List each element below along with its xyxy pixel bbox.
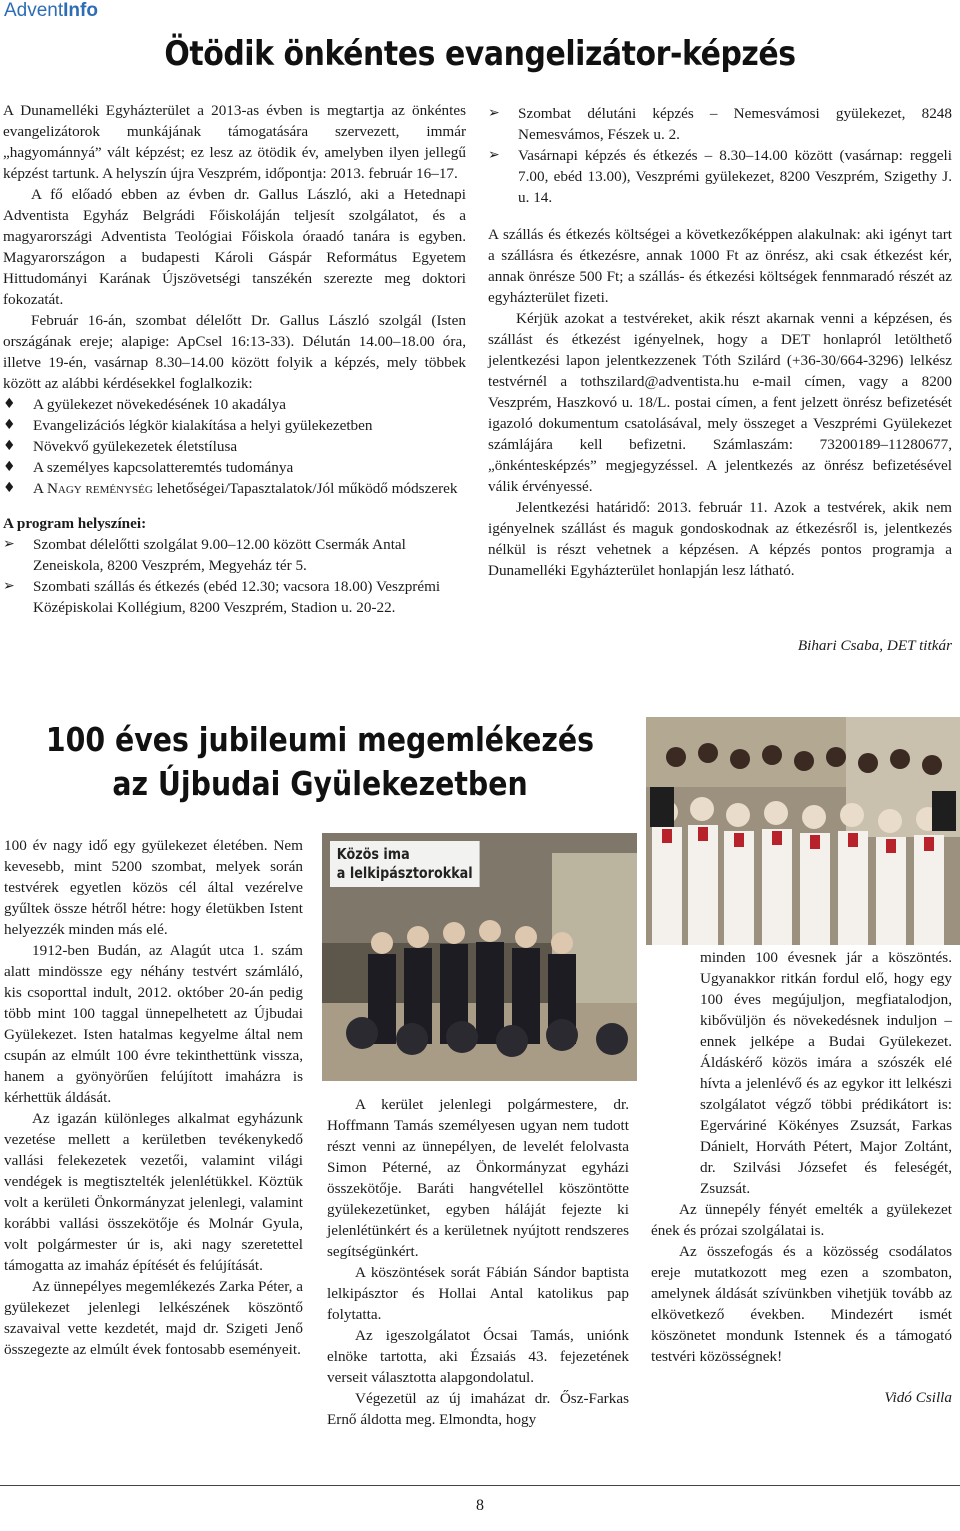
- intro-paragraph: A Dunamelléki Egyházterület a 2013-as évben is megtartja az önkéntes evangelizátorok munkájának támogatására szervezett, immár „hagyománnyá” vált képzést; ez lesz az ötödik év, amelyben ilyen jellegű képzést tartunk. A helyszín újra Veszprém, időpontja: 2013. február 16–17.: [3, 102, 466, 182]
- article2-column-1: [4, 835, 303, 1360]
- choir-photo: [646, 717, 960, 945]
- article2-paragraph: 1912-ben Budán, az Alagút utca 1. szám alatt mindössze egy néhány testvért számláló, kis csoporttal indult, 2012. október 20-án pedig több mint 100 taggal ünnepelhetett az Újbudai Gyülekezet. Isten hatalmas kegyelme által nem csupán az elmúlt 100 évre tekinthettünk vissza, hanem a gyönyörűen felújított imaházra is kérhettük áldását.: [4, 942, 303, 1106]
- arrowhead-bullet-icon: ➢: [488, 147, 500, 163]
- article2-signature: Vidó Csilla: [884, 1389, 952, 1406]
- costs-paragraph: A szállás és étkezés költségei a következőképpen alakulnak: aki igényt tart a szállásra és étkezésre, annak 1000 Ft az önrész, aki csak étkezést kér, annak önrésze 500 Ft; a szállás- és étkezési költségek fennmaradó részét az egyházterület fizeti.: [488, 226, 952, 306]
- photo-caption: Közös ima a lelkipásztorokkal: [330, 841, 479, 887]
- article2-paragraph: A kerület jelenlegi polgármestere, dr. Hoffmann Tamás személyesen ugyan nem tudott részt venni az ünnepélyen, de levelét felolvasta Simon Péterné, az Önkormányzat egyházi összekötője. Baráti hangvétellel köszöntötte gyülekezetünket, egyben háláját fejezte ki jelenlétünkért és a kerületnek nyújtott rendszeres segítségünkért.: [327, 1096, 629, 1260]
- article2-paragraph: Az igeszolgálatot Ócsai Tamás, uniónk elnöke tartotta, aki Ézsaiás 43. fejezetének verseit választotta alapgondolatul.: [327, 1327, 629, 1386]
- article2-paragraph: minden 100 évesnek jár a köszöntés. Ugyanakkor ritkán fordul elő, hogy egy 100 éves megújuljon, megfiatalodjon, kibővüljön és növekedésnek induljon – ennek jelképe a Budai Gyülekezet. Áldáskérő közös imára a szószék elé hívta a jelenlévő és az egykor itt lelkészi szolgálatot végző többi prédikátort is: Egerváriné Kökényes Zsuzsát, Farkas Dánielt, Horváth Pétert, Major Zoltánt, dr. Szilvási Józsefet és feleségét, Zsuzsát.: [700, 949, 952, 1197]
- adventinfo-logo: [4, 0, 98, 22]
- article2-title: [45, 718, 595, 806]
- article2-column-2: [327, 1094, 629, 1430]
- venues-heading: A program helyszínei:: [3, 515, 147, 532]
- prayer-photo: [322, 833, 637, 1081]
- schedule-paragraph: Február 16-án, szombat délelőtt Dr. Gallus László szolgál (Isten országának ereje; alapige: ApCsel 16:13-33). Délután 14.00–18.00 óra, illetve 19-én, vasárnap 8.30–14.00 között folyik a képzés, mely többek között az alábbi kérdésekkel foglalkozik:: [3, 312, 466, 392]
- article2-paragraph: Az igazán különleges alkalmat egyházunk vezetése mellett a kerületben tevékenykedő vallási felekezetek vezetői, valamint világi vendégek is megtisztelték jelenlétükkel. Köztük volt a kerületi Önkormányzat jelenlegi, valamint korábbi vallási összekötője és Molnár Gyula, volt polgármester úr is, aki nagy szeretettel támogatta az imaház építését és felújítását.: [4, 1110, 303, 1274]
- choir-photo-illustration: [646, 717, 960, 945]
- topic-item: ♦ Evangelizációs légkör kialakítása a helyi gyülekezetben: [3, 417, 373, 434]
- logo-part-info: Info: [63, 0, 98, 21]
- diamond-bullet-icon: ♦: [3, 396, 16, 412]
- article2-column-3: [651, 947, 952, 1408]
- topic-item: ♦ Növekvő gyülekezetek életstílusa: [3, 438, 238, 455]
- topic-item: ♦ A személyes kapcsolatteremtés tudománya: [3, 459, 294, 476]
- article2-paragraph: Végezetül az új imaházat dr. Ősz-Farkas Ernő áldotta meg. Elmondta, hogy: [327, 1390, 629, 1428]
- article2-paragraph: Az összefogás és a közösség csodálatos ereje mutatkozott meg ezen a szombaton, amelynek áldását szívünkben vihetjük tovább az elkövetkező években. Mindezért ismét köszönetet mondunk Istennek és a támogató testvéri közösségnek!: [651, 1243, 952, 1365]
- article2-paragraph: 100 év nagy idő egy gyülekezet életében. Nem kevesebb, mint 5200 szombat, melyek során testvérek egyetlen közös cél által vezérelve gyűltek össze hétről hétre: hogy életükben Istent helyezzék minden más elé.: [4, 837, 303, 938]
- deadline-paragraph: Jelentkezési határidő: 2013. február 11. Azok a testvérek, akik nem igényelnek szállást és maguk gondoskodnak az étkezésről is, jelentkezés nélkül is részt vehetnek a képzésen. A képzés pontos programja a Dunamelléki Egyházterület honlapján lesz látható.: [488, 499, 952, 579]
- article2-paragraph: Az ünnepély fényét emelték a gyülekezet ének és prózai szolgálatai is.: [651, 1201, 952, 1239]
- speaker-paragraph: A fő előadó ebben az évben dr. Gallus László, aki a Hetednapi Adventista Egyház Belgrádi Főiskoláján teljesít szolgálatot, és a magyarországi Adventista Teológiai Főiskola óraadó tanára is egyben. Magyarországon a budapesti Károli Gáspár Református Egyetem Hittudományi Karának Újszövetségi tanszékén szerezte meg doktori fokozatát.: [3, 186, 466, 308]
- arrowhead-bullet-icon: ➢: [3, 536, 15, 552]
- arrowhead-bullet-icon: ➢: [488, 105, 500, 121]
- venue-item: ➢ Szombat délelőtti szolgálat 9.00–12.00 között Csermák Antal Zeneiskola, 8200 Veszprém, Megyeház tér 5.: [3, 536, 406, 574]
- article2-title-line1: 100 éves jubileumi megemlékezés: [45, 720, 595, 759]
- diamond-bullet-icon: ♦: [3, 417, 16, 433]
- footer-divider: [0, 1485, 960, 1486]
- venue-item: ➢ Szombat délutáni képzés – Nemesvámosi gyülekezet, 8248 Nemesvámos, Fészek u. 2.: [488, 105, 952, 143]
- diamond-bullet-icon: ♦: [3, 438, 16, 454]
- article2-title-line2: az Újbudai Gyülekezetben: [112, 764, 528, 803]
- article1-signature: Bihari Csaba, DET titkár: [797, 637, 952, 654]
- logo-part-advent: Advent: [4, 0, 64, 21]
- article1-right-column: [488, 103, 952, 656]
- venue-item: ➢ Szombati szállás és étkezés (ebéd 12.30; vacsora 18.00) Veszprémi Középiskolai Kollégium, 8200 Veszprém, Stadion u. 20-22.: [3, 578, 441, 616]
- diamond-bullet-icon: ♦: [3, 480, 16, 496]
- topic-item: ♦ A gyülekezet növekedésének 10 akadálya: [3, 396, 287, 413]
- page-number: 8: [476, 1497, 484, 1514]
- topic-list: [3, 394, 466, 499]
- arrowhead-bullet-icon: ➢: [3, 578, 15, 594]
- article2-paragraph: A köszöntések sorát Fábián Sándor baptista lelkipásztor és Hollai Antal katolikus pap folytatta.: [327, 1264, 629, 1323]
- diamond-bullet-icon: ♦: [3, 459, 16, 475]
- article-title: Ötödik önkéntes evangelizátor-képzés: [164, 34, 796, 74]
- registration-paragraph: Kérjük azokat a testvéreket, akik részt akarnak venni a képzésen, és szállást és étkezést igényelnek, hogy a DET honlapról letölthető jelentkezési lapon jelentkezzenek Tóth Szilárd (+36-30/664-3296) lelkész testvérnél a tothszilard@adventista.hu e-mail címen, vagy a 8200 Veszprém, Haszkovó u. 18/L. postai címen, a fent jelzett önrész befizetését igazoló dokumentum csatolásával, mely összeget a Veszprémi Gyülekezet számlájára kell befizetni. Számlaszám: 73200189–11280677, „önkéntesképzés” megjegyzéssel. A jelentkezés az önrész befizetésével válik érvényessé.: [488, 310, 952, 495]
- article2-paragraph: Az ünnepélyes megemlékezés Zarka Péter, a gyülekezet jelenlegi lelkészének köszöntő szavaival vette kezdetét, majd dr. Szigeti Jenő összegezte az elmúlt évek fontosabb eseményeit.: [4, 1278, 303, 1358]
- venue-item: ➢ Vasárnapi képzés és étkezés – 8.30–14.00 között (vasárnap: reggeli 7.00, ebéd 13.00), Veszprémi gyülekezet, 8200 Veszprém, Szigethy J. u. 14.: [488, 147, 952, 206]
- topic-item: ♦ A Nagy reménység lehetőségei/Tapasztalatok/Jól működő módszerek: [3, 480, 458, 497]
- article1-left-column: [3, 100, 466, 618]
